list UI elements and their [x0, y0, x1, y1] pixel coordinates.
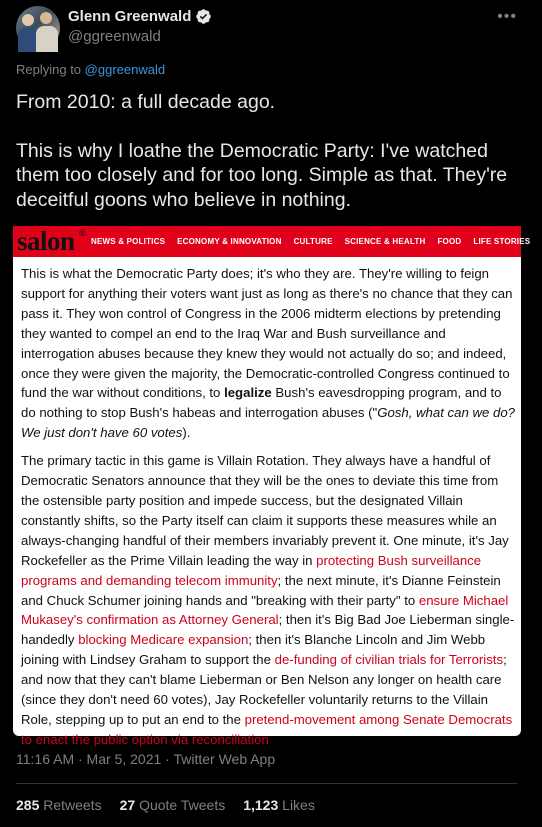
text-run: ; the next minute, it's Dianne Feinstein and Chuck Schumer joining hands and "breaking with their party" to — [21, 572, 501, 608]
verified-badge-icon — [195, 8, 212, 25]
tweet-header — [16, 6, 517, 50]
retweet-count: 285 — [16, 797, 40, 813]
nav-item: FOOD — [437, 237, 462, 246]
like-label: Likes — [282, 797, 315, 813]
divider — [16, 783, 517, 784]
quotes-stat[interactable] — [120, 797, 226, 813]
text-run: The primary tactic in this game is Villain Rotation. They always have a handful of Democratic Senators announce that they will be the ones to deviate this time from the ostensible party position and impede success, but the designated Villain constantly shifts, so the Party itself can claim it supports these measures while an always-changing handful of their members invariably prevent it. One minute, it's Jay Rockefeller as the Prime Villain leading the way in — [21, 453, 509, 568]
text-run: ). — [182, 425, 191, 441]
text-run: . — [268, 731, 273, 747]
nav-item: NEWS & POLITICS — [91, 237, 166, 246]
replying-to — [16, 62, 165, 77]
tweet-paragraph: From 2010: a full decade ago. — [16, 91, 276, 113]
bold-run: legalize — [224, 385, 272, 401]
text-run: Bush's eavesdropping program, and to do nothing to stop Bush's habeas and interrogation abuses (" — [21, 385, 502, 421]
article-link: ensure Michael Mukasey's confirmation as Attorney General — [21, 592, 509, 628]
replying-prefix: Replying to — [16, 62, 82, 77]
text-run: This is what the Democratic Party does; it's who they are. They're willing to feign support for anything their voters want just as long as there's no chance that they can pass it. They won control of Congress in the 2006 midterm elections by pretending they wanted to compel an end to the Iraq War and Bush surveillance and interrogation abuses because they knew they would not actually do so; and indeed, once they were given the majority, the Democratic-controlled Congress continued to fund the war without conditions, to — [21, 266, 513, 401]
nav-item: SCIENCE & HEALTH — [344, 237, 426, 246]
attached-image[interactable] — [13, 226, 531, 747]
article-body — [21, 264, 517, 758]
more-options-icon[interactable]: ••• — [497, 8, 517, 25]
tweet-paragraph: This is why I loathe the Democratic Party: I've watched them too closely and for too long. Simple as that. They're deceitful goons who believe in nothing. — [16, 139, 508, 211]
italic-run: Gosh, what can we do? We just don't have 60 votes — [21, 405, 516, 441]
quote-label: Quote Tweets — [139, 797, 226, 813]
salon-nav — [91, 226, 542, 257]
salon-logo: salon — [17, 226, 75, 256]
retweet-label: Retweets — [43, 797, 102, 813]
replying-handle-link[interactable]: @ggreenwald — [84, 62, 166, 77]
engagement-stats — [16, 797, 333, 813]
author-handle[interactable]: @ggreenwald — [68, 28, 161, 45]
nav-item: LIFE STORIES — [473, 237, 531, 246]
author-name[interactable]: Glenn Greenwald — [68, 8, 192, 25]
nav-item: CULTURE — [293, 237, 333, 246]
article-link: de-funding of civilian trials for Terrorists — [274, 652, 504, 668]
article-link: blocking Medicare expansion — [78, 632, 249, 648]
article-link: pretend-movement among Senate Democrats to enact the public option via reconciliation — [21, 711, 513, 747]
quote-count: 27 — [119, 797, 136, 813]
salon-header-bar — [13, 226, 531, 257]
tweet-timestamp[interactable]: 11:16 AM · Mar 5, 2021 · Twitter Web App — [16, 751, 276, 767]
registered-mark: ® — [79, 228, 86, 238]
avatar[interactable] — [16, 6, 60, 50]
like-count: 1,123 — [243, 797, 279, 813]
text-run: ; and now that they can't blame Lieberman or Ben Nelson any longer on health care (since they don't need 60 votes), Jay Rockefeller voluntarily returns to the Villain Role, stepping up to put an end to the — [21, 652, 507, 727]
article-paragraph-2 — [21, 451, 517, 750]
text-run: ; then it's Blanche Lincoln and Jim Webb joining with Lindsey Graham to support the — [21, 632, 486, 668]
article-paragraph-1 — [21, 264, 517, 443]
likes-stat[interactable] — [243, 797, 315, 813]
nav-item: ECONOMY & INNOVATION — [177, 237, 282, 246]
tweet-text — [16, 90, 521, 236]
text-run: ; then it's Big Bad Joe Lieberman single-handedly — [21, 612, 515, 648]
author-name-row[interactable] — [68, 8, 212, 25]
article-link: protecting Bush surveillance programs and demanding telecom immunity — [21, 552, 482, 588]
retweets-stat[interactable] — [16, 797, 102, 813]
